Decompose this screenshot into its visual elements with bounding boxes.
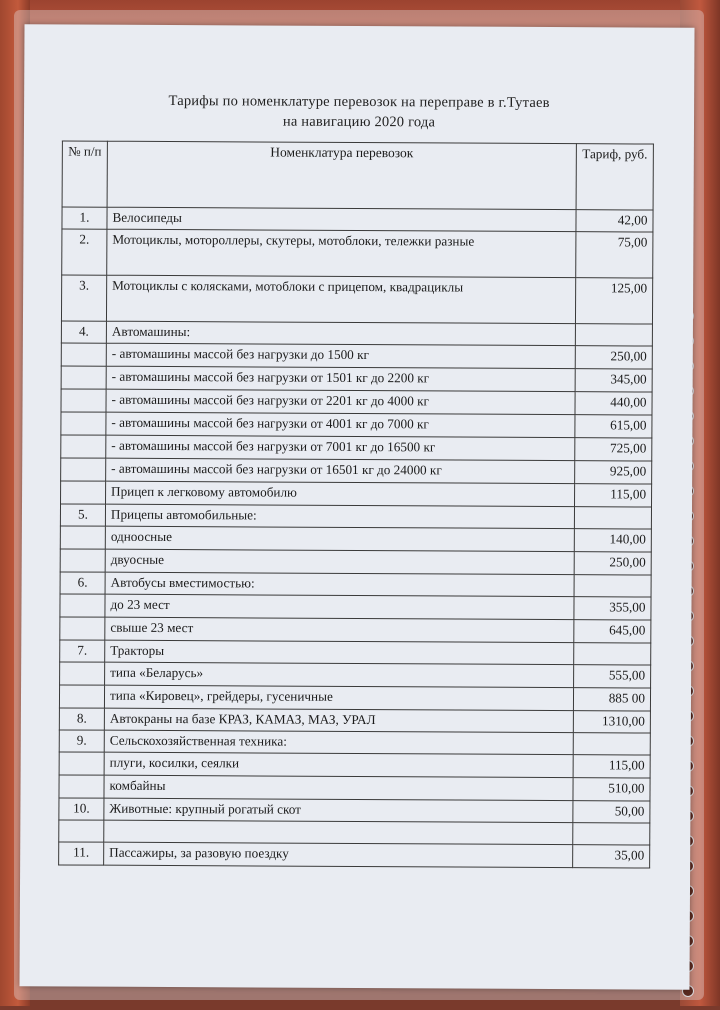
row-number: 7. xyxy=(60,640,105,662)
row-name: - автомашины массой без нагрузки от 7001 кг до 16500 кг xyxy=(106,435,575,460)
row-name: - автомашины массой без нагрузки от 16501 кг до 24000 кг xyxy=(106,458,575,483)
table-header-row xyxy=(62,141,653,210)
row-name: Автобусы вместимостью: xyxy=(105,572,574,596)
table-row xyxy=(59,752,650,778)
table-row xyxy=(61,458,652,484)
row-name: плуги, косилки, сеялки xyxy=(104,752,573,777)
row-name: - автомашины массой без нагрузки от 2201 кг до 4000 кг xyxy=(106,389,575,414)
row-name: Прицепы автомобильные: xyxy=(105,504,574,528)
row-tariff: 42,00 xyxy=(576,210,653,232)
row-number: 4. xyxy=(61,321,106,343)
row-name: свыше 23 мест xyxy=(105,617,574,642)
row-number xyxy=(61,343,106,366)
table-row xyxy=(60,594,651,620)
row-name: Мотоциклы, мотороллеры, скутеры, мотоблоки, тележки разные xyxy=(107,229,576,277)
table-row xyxy=(60,617,651,643)
table-row xyxy=(61,389,652,415)
row-number xyxy=(59,752,104,775)
row-number xyxy=(61,389,106,412)
header-number: № п/п xyxy=(62,141,107,207)
row-number xyxy=(60,594,105,617)
row-name: типа «Беларусь» xyxy=(105,662,574,687)
row-tariff xyxy=(574,507,651,529)
table-row xyxy=(60,640,651,665)
row-number: 6. xyxy=(60,572,105,594)
document-title xyxy=(24,90,694,134)
row-name: Велосипеды xyxy=(107,207,576,231)
table-row xyxy=(60,526,651,552)
row-name: одноосные xyxy=(105,526,574,551)
table-row xyxy=(60,549,651,575)
row-number xyxy=(61,458,106,481)
row-number xyxy=(60,549,105,572)
row-tariff xyxy=(575,324,652,346)
tariff-table xyxy=(58,140,654,868)
header-name: Номенклатура перевозок xyxy=(107,141,576,209)
row-name: Тракторы xyxy=(105,640,574,664)
row-number xyxy=(59,685,104,708)
row-name: Пассажиры, за разовую поездку xyxy=(104,842,573,867)
table-row xyxy=(60,504,651,529)
row-number xyxy=(60,526,105,549)
row-number xyxy=(61,481,106,504)
row-tariff: 885 00 xyxy=(573,688,650,711)
table-row xyxy=(61,275,652,324)
table-row xyxy=(62,229,653,278)
row-name: Животные: крупный рогатый скот xyxy=(104,798,573,822)
row-tariff: 115,00 xyxy=(575,484,652,507)
row-tariff: 125,00 xyxy=(575,278,652,324)
row-name: Прицеп к легковому автомобилю xyxy=(106,481,575,506)
row-name: комбайны xyxy=(104,775,573,800)
table-row xyxy=(59,775,650,801)
table-row xyxy=(61,321,652,346)
table-row xyxy=(61,412,652,438)
row-tariff: 440,00 xyxy=(575,392,652,415)
table-row xyxy=(61,481,652,507)
table-row xyxy=(59,798,650,823)
row-tariff: 1310,00 xyxy=(573,711,650,733)
row-name xyxy=(104,820,573,844)
row-number xyxy=(59,820,104,842)
row-name: Автокраны на базе КРАЗ, КАМАЗ, МАЗ, УРАЛ xyxy=(104,708,573,732)
row-tariff: 925,00 xyxy=(575,461,652,484)
table-row xyxy=(60,662,651,688)
row-number xyxy=(61,366,106,389)
row-tariff xyxy=(573,733,650,755)
table-row xyxy=(59,708,650,733)
table-row xyxy=(62,207,653,232)
row-number: 8. xyxy=(59,708,104,730)
row-tariff: 725,00 xyxy=(575,438,652,461)
row-name: Сельскохозяйственная техника: xyxy=(104,730,573,754)
row-tariff: 645,00 xyxy=(574,620,651,643)
row-tariff: 355,00 xyxy=(574,597,651,620)
row-tariff xyxy=(574,643,651,665)
row-number xyxy=(60,617,105,640)
row-name: - автомашины массой без нагрузки до 1500 кг xyxy=(106,343,575,368)
paper-sheet xyxy=(19,24,694,989)
row-name: Автомашины: xyxy=(106,321,575,345)
row-tariff: 510,00 xyxy=(573,778,650,801)
row-number: 11. xyxy=(59,842,104,865)
title-line-1: Тарифы по номенклатуре перевозок на переправе в г.Тутаев xyxy=(168,93,550,112)
row-number xyxy=(61,412,106,435)
row-name: - автомашины массой без нагрузки от 1501 кг до 2200 кг xyxy=(106,366,575,391)
row-tariff: 250,00 xyxy=(574,552,651,575)
table-row xyxy=(61,435,652,461)
row-number xyxy=(59,775,104,798)
row-tariff: 615,00 xyxy=(575,415,652,438)
row-tariff xyxy=(573,823,650,845)
row-name: Мотоциклы с колясками, мотоблоки с прицепом, квадрациклы xyxy=(106,275,575,323)
row-tariff: 250,00 xyxy=(575,346,652,369)
row-number: 9. xyxy=(59,730,104,752)
row-tariff: 140,00 xyxy=(574,529,651,552)
table-row xyxy=(60,572,651,597)
row-name: типа «Кировец», грейдеры, гусеничные xyxy=(104,685,573,710)
row-number: 10. xyxy=(59,798,104,820)
header-tariff: Тариф, руб. xyxy=(576,144,653,210)
table-row xyxy=(61,343,652,369)
row-tariff xyxy=(574,575,651,597)
row-name: двуосные xyxy=(105,549,574,574)
row-tariff: 35,00 xyxy=(573,845,650,868)
row-name: до 23 мест xyxy=(105,594,574,619)
row-tariff: 75,00 xyxy=(576,232,653,278)
row-number: 5. xyxy=(60,504,105,526)
row-name: - автомашины массой без нагрузки от 4001 кг до 7000 кг xyxy=(106,412,575,437)
table-row xyxy=(59,842,650,868)
row-tariff: 345,00 xyxy=(575,369,652,392)
table-row xyxy=(61,366,652,392)
table-row-empty xyxy=(59,820,650,845)
table-row xyxy=(59,730,650,755)
row-number xyxy=(60,662,105,685)
row-number: 2. xyxy=(62,229,107,275)
row-tariff: 115,00 xyxy=(573,755,650,778)
row-number xyxy=(61,435,106,458)
row-tariff: 50,00 xyxy=(573,801,650,823)
row-number: 3. xyxy=(61,275,106,321)
table-row xyxy=(59,685,650,711)
row-number: 1. xyxy=(62,207,107,229)
row-tariff: 555,00 xyxy=(574,665,651,688)
title-line-2: на навигацию 2020 года xyxy=(282,113,436,131)
